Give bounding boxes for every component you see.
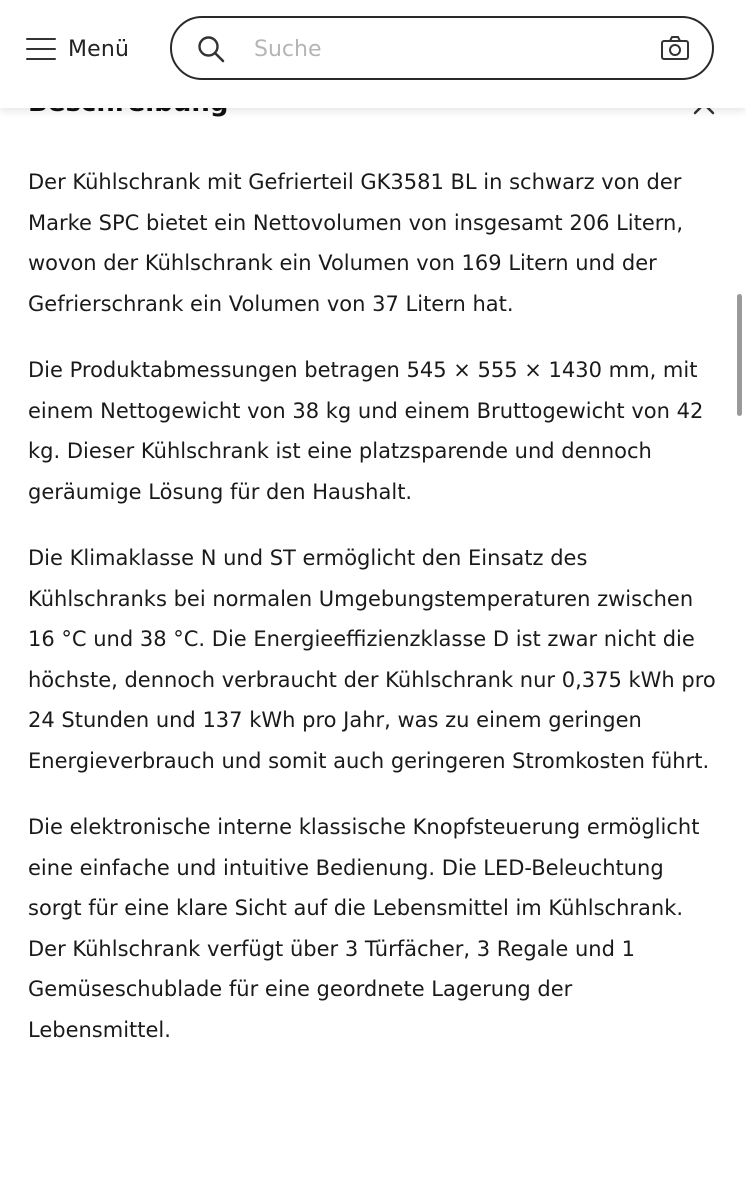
menu-label: Menü <box>68 36 130 62</box>
camera-icon[interactable] <box>660 34 690 62</box>
description-paragraph: Die Klimaklasse N und ST ermöglicht den Einsatz des Kühlschranks bei normalen Umgebungstemperaturen zwischen 16 °C und 38 °C. Die Energieeffizienzklasse D ist zwar nicht die höchste, dennoch verbraucht der Kühlschrank nur 0,375 kWh pro 24 Stunden und 137 kWh pro Jahr, was zu einem geringen Energieverbrauch und somit auch geringeren Stromkosten führt. <box>28 546 716 773</box>
description-paragraph: Der Kühlschrank mit Gefrierteil GK3581 BL in schwarz von der Marke SPC bietet ein Nettovolumen von insgesamt 206 Litern, wovon der Kühlschrank ein Volumen von 169 Litern und der Gefrierschrank ein Volumen von 37 Litern hat. <box>28 170 684 316</box>
menu-button[interactable] <box>26 30 129 68</box>
scrollbar[interactable] <box>737 294 742 416</box>
search-icon[interactable] <box>196 34 226 64</box>
search-input[interactable] <box>252 30 636 68</box>
description-paragraph: Die elektronische interne klassische Knopfsteuerung ermöglicht eine einfache und intuitive Bedienung. Die LED-Beleuchtung sorgt für eine klare Sicht auf die Lebensmittel im Kühlschrank. Der Kühlschrank verfügt über 3 Türfächer, 3 Regale und 1 Gemüseschublade für eine geordnete Lagerung der Lebensmittel. <box>28 815 700 1042</box>
hamburger-icon <box>26 38 56 60</box>
description-content <box>28 162 718 1076</box>
search-bar[interactable] <box>170 16 714 80</box>
description-paragraph: Die Produktabmessungen betragen 545 × 555 × 1430 mm, mit einem Nettogewicht von 38 kg und einem Bruttogewicht von 42 kg. Dieser Kühlschrank ist eine platzsparende und dennoch geräumige Lösung für den Haushalt. <box>28 358 704 504</box>
top-header <box>0 0 746 108</box>
